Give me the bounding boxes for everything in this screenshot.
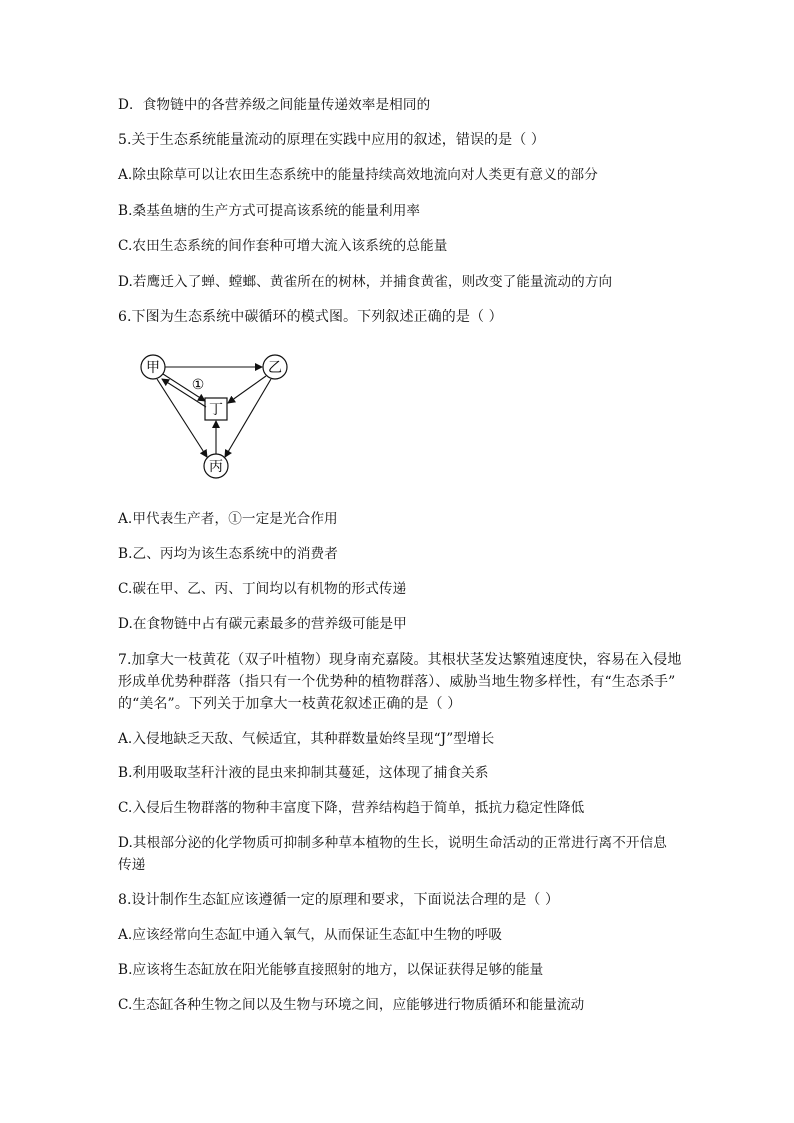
q8-option-b: B.应该将生态缸放在阳光能够直接照射的地方，以保证获得足够的能量 [118,962,544,978]
q6-stem: 6.下图为生态系统中碳循环的模式图。下列叙述正确的是（ ） [118,309,503,325]
q6-option-d: D.在食物链中占有碳元素最多的营养级可能是甲 [118,616,407,632]
q5-option-d: D.若鹰迁入了蝉、螳螂、黄雀所在的树林，并捕食黄雀，则改变了能量流动的方向 [118,274,613,290]
q7-option-c: C.入侵后生物群落的物种丰富度下降，营养结构趋于简单，抵抗力稳定性降低 [118,800,585,816]
q5-stem: 5.关于生态系统能量流动的原理在实践中应用的叙述，错误的是（ ） [118,132,546,148]
q8-option-a: A.应该经常向生态缸中通入氧气，从而保证生态缸中生物的呼吸 [118,927,503,943]
q8-stem: 8.设计制作生态缸应该遵循一定的原理和要求，下面说法合理的是（ ） [118,892,560,908]
q7-option-d-line-1: D.其根部分泌的化学物质可抑制多种草本植物的生长，说明生命活动的正常进行离不开信息 [118,835,667,851]
q6-option-c: C.碳在甲、乙、丙、丁间均以有机物的形式传递 [118,581,407,597]
q7-stem-line-3: 的“美名”。下列关于加拿大一枝黄花叙述正确的是（ ） [118,696,462,712]
q5-option-b: B.桑基鱼塘的生产方式可提高该系统的能量利用率 [118,203,421,219]
q4-option-d: D．食物链中的各营养级之间能量传递效率是相同的 [118,97,431,113]
q7-stem-line-2: 形成单优势种群落（指只有一个优势种的植物群落）、威胁当地生物多样性，有“生态杀手” [118,674,676,690]
q7-option-a: A.入侵地缺乏天敌、气候适宜，其种群数量始终呈现“J”型增长 [118,731,495,747]
node-jia-label: 甲 [146,360,160,376]
q7-option-b: B.利用吸取茎秆汁液的昆虫来抑制其蔓延，这体现了捕食关系 [118,765,489,781]
arrow-label-1: ① [191,377,205,393]
q7-option-d-line-2: 传递 [118,857,146,873]
q5-option-c: C.农田生态系统的间作套种可增大流入该系统的总能量 [118,238,448,254]
q5-option-a: A.除虫除草可以让农田生态系统中的能量持续高效地流向对人类更有意义的部分 [118,167,598,183]
carbon-cycle-diagram [132,345,302,485]
node-bing-label: 丙 [209,459,223,475]
q6-option-a: A.甲代表生产者，①一定是光合作用 [118,511,338,527]
q7-stem-line-1: 7.加拿大一枝黄花（双子叶植物）现身南充嘉陵。其根状茎发达繁殖速度快，容易在入侵地 [118,652,682,668]
q6-option-b: B.乙、丙均为该生态系统中的消费者 [118,546,338,562]
q8-option-c: C.生态缸各种生物之间以及生物与环境之间，应能够进行物质循环和能量流动 [118,997,585,1013]
arrow-yi-to-ding [228,376,266,403]
node-yi-label: 乙 [268,360,282,376]
node-ding-label: 丁 [209,402,223,418]
arrow-yi-to-bing [225,379,271,457]
